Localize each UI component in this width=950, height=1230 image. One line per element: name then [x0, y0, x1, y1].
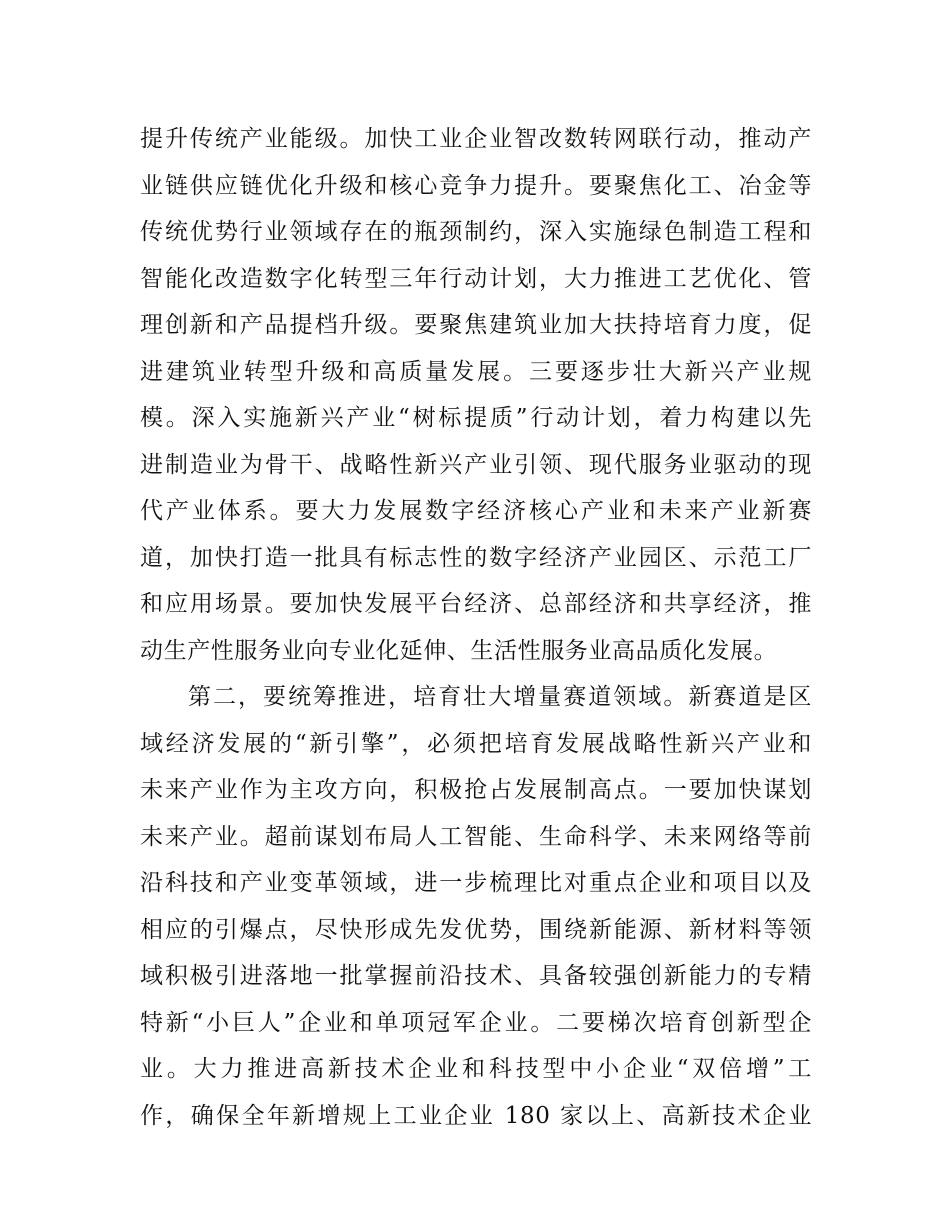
text-line: 动生产性服务业向专业化延伸、生活性服务业高品质化发展。 [140, 637, 778, 664]
paragraph-1 [140, 116, 812, 674]
text-line: 提升传统产业能级。加快工业企业智改数转网联行动，推动产 [140, 126, 812, 152]
text-line: 进建筑业转型升级和高质量发展。三要逐步壮大新兴产业规 [140, 358, 812, 385]
text-line: 域积极引进落地一批掌握前沿技术、具备较强创新能力的专精 [140, 963, 812, 989]
text-line: 作，确保全年新增规上工业企业 180 家以上、高新技术企业 [140, 1102, 812, 1129]
text-line: 未来产业作为主攻方向，积极抢占发展制高点。一要加快谋划 [140, 777, 812, 803]
text-line: 道，加快打造一批具有标志性的数字经济产业园区、示范工厂 [140, 544, 812, 571]
text-line: 业链供应链优化升级和核心竞争力提升。要聚焦化工、冶金等 [140, 172, 812, 199]
text-line: 进制造业为骨干、战略性新兴产业引领、现代服务业驱动的现 [140, 451, 812, 478]
text-line: 和应用场景。要加快发展平台经济、总部经济和共享经济，推 [140, 591, 812, 617]
text-line: 代产业体系。要大力发展数字经济核心产业和未来产业新赛 [140, 498, 812, 524]
text-line: 相应的引爆点，尽快形成先发优势，围绕新能源、新材料等领 [140, 916, 812, 943]
text-line: 理创新和产品提档升级。要聚焦建筑业加大扶持培育力度，促 [140, 312, 812, 338]
text-line: 业。大力推进高新技术企业和科技型中小企业“双倍增”工 [140, 1056, 812, 1082]
text-line: 沿科技和产业变革领域，进一步梳理比对重点企业和项目以及 [140, 870, 812, 896]
text-line: 模。深入实施新兴产业“树标提质”行动计划，着力构建以先 [140, 405, 812, 431]
text-line: 第二，要统筹推进，培育壮大增量赛道领域。新赛道是区 [188, 684, 812, 710]
text-line: 传统优势行业领域存在的瓶颈制约，深入实施绿色制造工程和 [140, 219, 812, 245]
text-line: 智能化改造数字化转型三年行动计划，大力推进工艺优化、管 [140, 265, 812, 292]
text-line: 特新“小巨人”企业和单项冠军企业。二要梯次培育创新型企 [140, 1009, 812, 1036]
text-line: 域经济发展的“新引擎”，必须把培育发展战略性新兴产业和 [140, 730, 812, 757]
paragraph-2 [140, 674, 812, 1139]
document-body [140, 116, 812, 1139]
text-line: 未来产业。超前谋划布局人工智能、生命科学、未来网络等前 [140, 823, 812, 850]
